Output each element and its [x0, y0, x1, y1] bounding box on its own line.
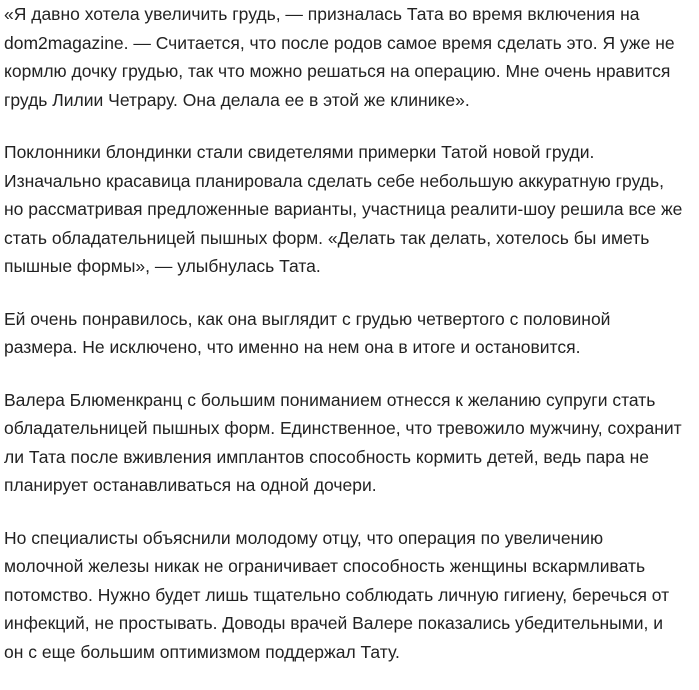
- paragraph-4: [4, 386, 692, 500]
- text-line: кормлю дочку грудью, так что можно решаться на операцию. Мне очень нравится: [4, 61, 671, 81]
- text-line: молочной железы никак не ограничивает способность женщины вскармливать: [4, 556, 646, 576]
- text-line: dom2magazine. — Считается, что после родов самое время сделать это. Я уже не: [4, 32, 675, 53]
- text-line: Ей очень понравилось, как она выглядит с грудью четвертого с половиной: [4, 308, 611, 329]
- text-line: пышные формы», — улыбнулась Тата.: [4, 256, 321, 276]
- text-line: инфекций, не простывать. Доводы врачей Валере показались убедительными, и: [4, 613, 664, 633]
- article-body: [4, 0, 692, 690]
- text-line: Изначально красавица планировала сделать себе небольшую аккуратную грудь,: [4, 170, 664, 191]
- text-line: обладательницей пышных форм. Единственное, что тревожило мужчину, сохранит: [4, 418, 682, 438]
- text-line: он с еще большим оптимизмом поддержал Тату.: [4, 641, 400, 662]
- text-line: Поклонники блондинки стали свидетелями примерки Татой новой груди.: [4, 142, 595, 162]
- text-line: Валера Блюменкранц с большим пониманием отнесся к желанию супруги стать: [4, 389, 656, 410]
- text-line: но рассматривая предложенные варианты, участница реалити-шоу решила все же: [4, 199, 683, 219]
- paragraph-1: [4, 0, 692, 114]
- text-line: планирует останавливаться на одной дочери.: [4, 475, 377, 495]
- text-line: размера. Не исключено, что именно на нем она в итоге и остановится.: [4, 337, 581, 357]
- text-line: потомство. Нужно будет лишь тщательно соблюдать личную гигиену, беречься от: [4, 584, 670, 605]
- text-line: Но специалисты объяснили молодому отцу, что операция по увеличению: [4, 527, 604, 548]
- paragraph-2: [4, 138, 692, 281]
- paragraph-5: [4, 524, 692, 667]
- paragraph-3: [4, 305, 692, 362]
- text-line: стать обладательницей пышных форм. «Делать так делать, хотелось бы иметь: [4, 227, 650, 248]
- text-line: «Я давно хотела увеличить грудь, — призналась Тата во время включения на: [4, 4, 640, 24]
- text-line: грудь Лилии Четрару. Она делала ее в этой же клинике».: [4, 89, 470, 110]
- text-line: ли Тата после вживления имплантов способность кормить детей, ведь пара не: [4, 446, 649, 467]
